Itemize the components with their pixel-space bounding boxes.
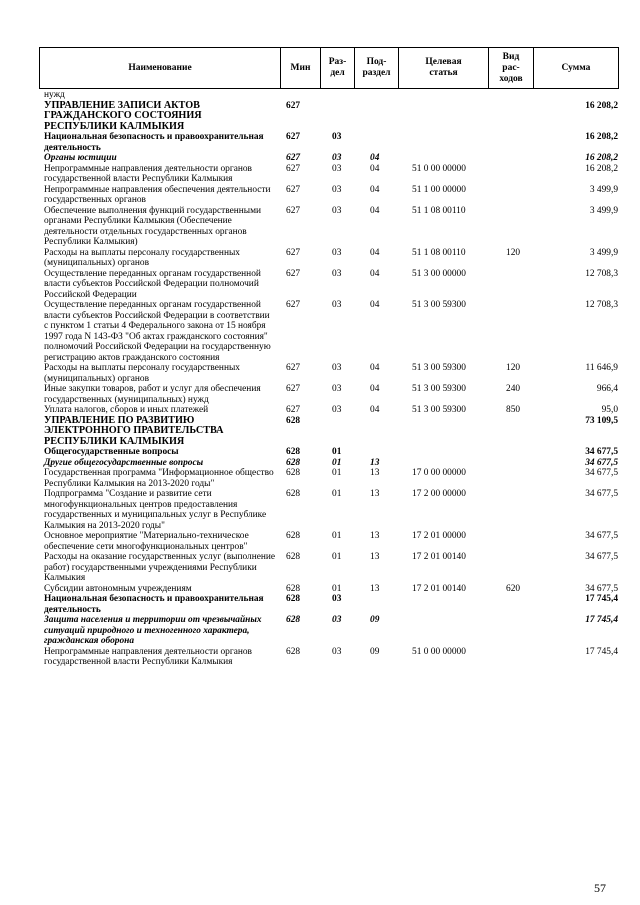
cell-razd: 03 — [332, 363, 342, 373]
cell-min: 627 — [286, 384, 301, 394]
cell-razd: 03 — [332, 646, 342, 657]
cell-min: 628 — [286, 489, 301, 499]
table-body — [44, 90, 618, 668]
cell-min: 627 — [286, 300, 301, 310]
cell-sum: 966,4 — [596, 384, 618, 394]
cell-name: Обеспечение выполнения функций государственными органами Республики Калмыкия (Обеспечение деятельности отдельных государственных органов Республики Калмыкия) — [44, 205, 262, 247]
cell-name: Национальная безопасность и правоохранительная деятельность — [44, 594, 264, 615]
cell-sum: 34 677,5 — [585, 583, 618, 594]
cell-name: Субсидии автономным учреждениям — [44, 583, 192, 594]
cell-vid — [498, 164, 548, 185]
cell-min: 627 — [286, 132, 301, 142]
cell-podr: 13 — [370, 552, 380, 562]
cell-min: 627 — [286, 268, 301, 279]
cell-stat: 51 0 00 00000 — [412, 646, 466, 657]
cell-stat: 51 3 00 00000 — [412, 268, 466, 279]
cell-name: Общегосударственные вопросы — [44, 447, 179, 457]
table-row — [44, 269, 618, 301]
cell-podr: 13 — [370, 468, 380, 478]
cell-stat — [406, 101, 498, 133]
cell-sum: 16 208,2 — [585, 153, 618, 163]
cell-sum: 12 708,3 — [585, 300, 618, 310]
cell-podr — [364, 594, 406, 615]
cell-razd: 03 — [332, 268, 342, 279]
table-row — [44, 153, 618, 164]
cell-vid — [498, 489, 548, 531]
cell-vid — [498, 647, 548, 668]
cell-stat: 17 2 01 00140 — [412, 552, 466, 562]
cell-sum: 17 745,4 — [585, 615, 618, 625]
cell-stat: 51 0 00 00000 — [412, 163, 466, 174]
cell-podr: 04 — [370, 384, 380, 394]
table-row — [44, 132, 618, 153]
cell-podr: 04 — [370, 405, 380, 415]
cell-podr: 04 — [370, 184, 380, 195]
cell-razd: 01 — [332, 457, 342, 468]
cell-stat — [406, 615, 498, 647]
cell-stat: 17 2 01 00000 — [412, 531, 466, 541]
table-row — [44, 384, 618, 405]
cell-vid — [498, 132, 548, 153]
cell-vid — [498, 468, 548, 489]
cell-sum: 3 499,9 — [589, 184, 618, 195]
header-statya: Целевая статья — [399, 48, 489, 88]
cell-vid — [498, 615, 548, 647]
cell-podr: 09 — [370, 646, 380, 657]
cell-stat: 17 0 00 00000 — [412, 468, 466, 478]
cell-sum: 3 499,9 — [589, 205, 618, 216]
cell-razd: 01 — [332, 531, 342, 541]
cell-name: нужд — [44, 90, 65, 100]
cell-stat: 51 3 00 59300 — [412, 405, 466, 415]
cell-name: Иные закупки товаров, работ и услуг для обеспечения государственных (муниципальных) нужд — [44, 384, 261, 405]
cell-podr — [364, 90, 406, 101]
cell-vid: 120 — [506, 363, 521, 373]
cell-stat — [406, 458, 498, 469]
cell-podr: 04 — [370, 163, 380, 174]
cell-name: Национальная безопасность и правоохранительная деятельность — [44, 132, 264, 153]
cell-sum: 34 677,5 — [585, 447, 618, 457]
cell-vid — [498, 458, 548, 469]
cell-min — [280, 90, 330, 101]
cell-vid: 850 — [506, 405, 521, 415]
cell-vid — [498, 101, 548, 133]
cell-vid: 120 — [506, 247, 521, 258]
table-row — [44, 468, 618, 489]
cell-razd: 01 — [332, 552, 342, 562]
cell-name: Расходы на выплаты персоналу государственных (муниципальных) органов — [44, 363, 240, 384]
cell-sum: 73 109,5 — [585, 415, 618, 426]
cell-razd: 03 — [332, 300, 342, 310]
cell-sum: 11 646,9 — [585, 363, 618, 373]
cell-min: 628 — [286, 457, 301, 468]
cell-sum: 95,0 — [601, 405, 618, 415]
cell-razd: 01 — [332, 583, 342, 594]
cell-razd: 03 — [332, 384, 342, 394]
cell-razd: 03 — [332, 615, 342, 625]
cell-sum: 17 745,4 — [585, 646, 618, 657]
cell-min: 628 — [286, 615, 301, 625]
cell-name: Защита населения и территории от чрезвычайных ситуаций природного и техногенного характера, гражданская оборона — [44, 615, 262, 646]
cell-podr: 04 — [370, 205, 380, 216]
cell-vid — [498, 416, 548, 448]
cell-stat — [406, 416, 498, 448]
table-row — [44, 405, 618, 416]
cell-sum: 34 677,5 — [585, 552, 618, 562]
cell-podr — [364, 101, 406, 133]
cell-podr: 13 — [370, 531, 380, 541]
cell-razd: 03 — [332, 184, 342, 195]
cell-min: 627 — [286, 153, 301, 163]
cell-min: 627 — [286, 405, 301, 415]
cell-name: Уплата налогов, сборов и иных платежей — [44, 405, 209, 415]
cell-name: УПРАВЛЕНИЕ ПО РАЗВИТИЮ ЭЛЕКТРОННОГО ПРАВИТЕЛЬСТВА РЕСПУБЛИКИ КАЛМЫКИЯ — [44, 414, 224, 447]
cell-vid: 620 — [506, 583, 521, 594]
cell-podr — [364, 416, 406, 448]
cell-razd: 01 — [332, 447, 342, 457]
cell-stat: 17 2 01 00140 — [412, 583, 466, 594]
cell-podr: 13 — [370, 583, 380, 594]
table-row — [44, 615, 618, 647]
cell-sum: 17 745,4 — [585, 594, 618, 604]
cell-razd: 03 — [332, 153, 342, 163]
cell-name: Расходы на выплаты персоналу государственных (муниципальных) органов — [44, 247, 240, 268]
table-row — [44, 248, 618, 269]
table-row — [44, 552, 618, 584]
table-row — [44, 90, 618, 101]
table-row — [44, 101, 618, 133]
cell-name: Осуществление переданных органам государственной власти субъектов Российской Федерации полномочий Российской Федерации — [44, 268, 261, 300]
cell-podr: 04 — [370, 363, 380, 373]
table-row — [44, 458, 618, 469]
cell-stat: 51 3 00 59300 — [412, 384, 466, 394]
cell-vid — [498, 269, 548, 301]
table-header — [39, 47, 619, 89]
cell-sum: 12 708,3 — [585, 268, 618, 279]
cell-stat: 17 2 00 00000 — [412, 489, 466, 499]
cell-min: 628 — [286, 594, 301, 604]
cell-podr: 13 — [370, 457, 380, 468]
cell-name: Непрограммные направления обеспечения деятельности государственных органов — [44, 184, 271, 205]
cell-vid — [498, 153, 548, 164]
cell-vid — [498, 447, 548, 458]
cell-min: 627 — [286, 163, 301, 174]
header-vid: Вид рас- ходов — [489, 48, 534, 88]
table-row — [44, 416, 618, 448]
table-row — [44, 489, 618, 531]
page-number: 57 — [594, 881, 606, 895]
cell-vid — [498, 300, 548, 363]
cell-vid — [498, 552, 548, 584]
cell-sum: 34 677,5 — [585, 489, 618, 499]
cell-sum: 3 499,9 — [589, 247, 618, 258]
cell-podr: 04 — [370, 268, 380, 279]
cell-razd: 01 — [332, 489, 342, 499]
cell-sum: 16 208,2 — [585, 132, 618, 142]
cell-razd: 03 — [332, 405, 342, 415]
table-row — [44, 206, 618, 248]
cell-sum: 34 677,5 — [585, 531, 618, 541]
cell-name: Другие общегосударственные вопросы — [44, 457, 204, 468]
cell-stat: 51 3 00 59300 — [412, 363, 466, 373]
cell-vid — [498, 206, 548, 248]
cell-min: 627 — [286, 363, 301, 373]
header-min: Мин — [281, 48, 321, 88]
table-row — [44, 647, 618, 668]
cell-name: Государственная программа "Информационное общество Республики Калмыкия на 2013-2020 годы" — [44, 468, 274, 489]
cell-vid — [498, 594, 548, 615]
cell-name: Органы юстиции — [44, 153, 117, 163]
cell-name: Расходы на оказание государственных услуг (выполнение работ) государственными учреждениями Республики Калмыкия — [44, 552, 276, 583]
cell-podr: 13 — [370, 489, 380, 499]
cell-razd: 03 — [332, 594, 342, 604]
table-row — [44, 531, 618, 552]
cell-razd — [330, 90, 364, 101]
cell-razd: 01 — [332, 468, 342, 478]
cell-stat: 51 1 00 00000 — [412, 184, 466, 195]
cell-sum: 34 677,5 — [585, 468, 618, 478]
cell-stat — [406, 153, 498, 164]
cell-stat — [406, 90, 498, 101]
header-summa: Сумма — [561, 62, 591, 73]
cell-stat — [406, 132, 498, 153]
cell-min: 628 — [286, 583, 301, 594]
table-row — [44, 594, 618, 615]
table-row — [44, 584, 618, 595]
cell-podr — [364, 447, 406, 458]
cell-podr: 09 — [370, 615, 380, 625]
cell-min: 628 — [286, 468, 301, 478]
header-razdel: Раз- дел — [321, 48, 355, 88]
cell-razd — [330, 416, 364, 448]
cell-stat: 51 1 08 00110 — [412, 247, 466, 258]
cell-min: 627 — [286, 247, 301, 258]
cell-sum: 16 208,2 — [585, 100, 618, 111]
cell-min: 628 — [286, 415, 301, 426]
cell-stat: 51 1 08 00110 — [412, 205, 466, 216]
cell-podr: 04 — [370, 247, 380, 258]
cell-min: 627 — [286, 184, 301, 195]
cell-sum: 16 208,2 — [585, 163, 618, 174]
cell-vid — [498, 90, 548, 101]
cell-min: 628 — [286, 531, 301, 541]
table-row — [44, 447, 618, 458]
cell-podr — [364, 132, 406, 153]
cell-name: Осуществление переданных органам государственной власти субъектов Российской Федерации в соответствии с пунктом 1 статьи 4 Федерального закона от 15 ноября 1997 года N 143-ФЗ "Об актах гражданского состояния" полномочий Российской Федерации на государственную регистрацию актов гражданского состояния — [44, 300, 271, 363]
cell-sum: 34 677,5 — [585, 457, 618, 468]
cell-razd: 03 — [332, 205, 342, 216]
cell-min: 628 — [286, 447, 301, 457]
cell-min: 627 — [286, 205, 301, 216]
cell-min: 628 — [286, 552, 301, 562]
cell-podr: 04 — [370, 153, 380, 163]
cell-razd: 03 — [332, 132, 342, 142]
cell-name: Непрограммные направления деятельности органов государственной власти Республики Калмыкия — [44, 646, 252, 667]
cell-min: 628 — [286, 646, 301, 657]
cell-razd: 03 — [332, 247, 342, 258]
cell-stat — [406, 594, 498, 615]
header-name: Наименование — [40, 48, 281, 88]
table-row — [44, 185, 618, 206]
cell-name: Непрограммные направления деятельности органов государственной власти Республики Калмыкия — [44, 163, 252, 184]
cell-sum — [548, 90, 618, 101]
cell-name: УПРАВЛЕНИЕ ЗАПИСИ АКТОВ ГРАЖДАНСКОГО СОСТОЯНИЯ РЕСПУБЛИКИ КАЛМЫКИЯ — [44, 99, 202, 132]
cell-stat — [406, 447, 498, 458]
cell-stat: 51 3 00 59300 — [412, 300, 466, 310]
table-row — [44, 164, 618, 185]
cell-razd: 03 — [332, 163, 342, 174]
table-row — [44, 300, 618, 363]
cell-razd — [330, 101, 364, 133]
cell-vid — [498, 531, 548, 552]
cell-min: 627 — [286, 100, 301, 111]
cell-vid — [498, 185, 548, 206]
cell-name: Подпрограмма "Создание и развитие сети многофункциональных центров предоставления государственных и муниципальных услуг в Республике Калмыкия на 2013-2020 годы" — [44, 489, 267, 531]
cell-name: Основное мероприятие "Материально-техническое обеспечение сети многофункциональных центров" — [44, 531, 249, 552]
header-podrazdel: Под- раздел — [355, 48, 399, 88]
table-row — [44, 363, 618, 384]
cell-vid: 240 — [506, 384, 521, 394]
cell-podr: 04 — [370, 300, 380, 310]
